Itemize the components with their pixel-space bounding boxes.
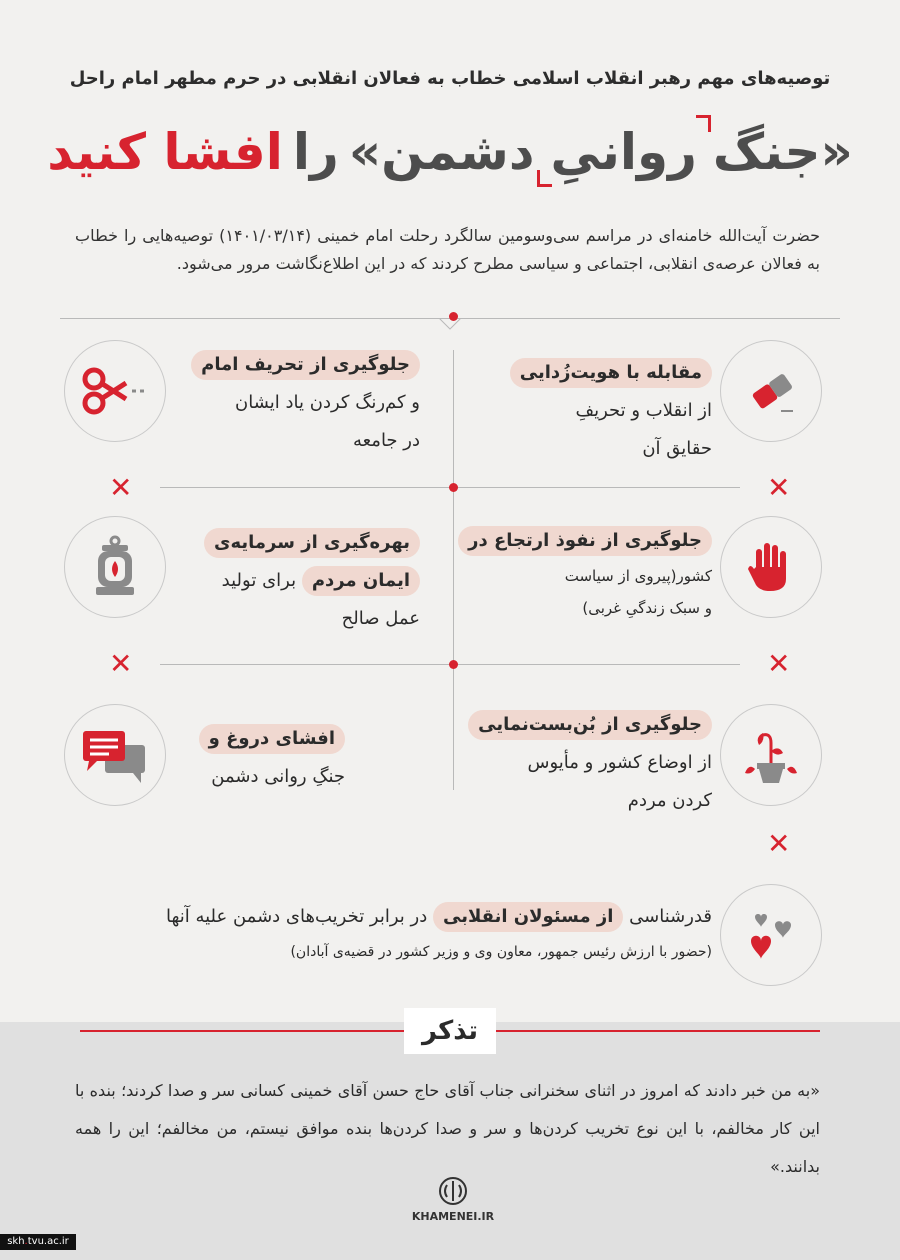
title-part-2: روانیِ xyxy=(545,127,703,177)
watermark: skh.tvu.ac.ir xyxy=(0,1234,76,1250)
item-line: کردن مردم xyxy=(627,790,712,811)
wilted-plant-icon xyxy=(720,704,822,806)
reminder-quote: «به من خبر دادند که امروز در اثنای سخنرانی جناب آقای حاج حسن آقای خمینی کسانی سر و صدا کردند؛ بنده با این کار مخالفم، با این نوع تخریب کردن‌ها و سر و صدا کردن‌ها بنده موافق نیستم، من مخالفم؛ این را همه بدانند.» xyxy=(75,1081,820,1176)
bottom-item-note: (حضور با ارزش رئیس جمهور، معاون وی و وزیر کشور در قضیه‌ی آبادان) xyxy=(290,944,712,960)
x-mark-icon: ✕ xyxy=(767,471,791,504)
footer-site: KHAMENEI.IR xyxy=(411,1210,495,1223)
item-highlight: بهره‌گیری از سرمایه‌ی xyxy=(204,528,420,558)
divider-dot xyxy=(449,312,458,321)
title-part-3: دشمن» xyxy=(348,123,535,181)
bottom-item-part2: در برابر تخریب‌های دشمن علیه آنها xyxy=(165,906,428,927)
item-highlight: جلوگیری از نفوذ ارتجاع در xyxy=(458,526,712,556)
item-line: از انقلاب و تحریفِ xyxy=(575,400,712,421)
item-highlight: مقابله با هویت‌زُدایی xyxy=(510,358,712,388)
item-scissors-text xyxy=(150,346,420,460)
bottom-item-part1: قدرشناسی xyxy=(629,906,712,927)
item-line: حقایق آن xyxy=(642,438,712,459)
item-highlight: جلوگیری از بُن‌بست‌نمایی xyxy=(468,710,712,740)
item-line: از اوضاع کشور و مأیوس xyxy=(527,752,712,773)
item-highlight: جلوگیری از تحریف امام xyxy=(191,350,420,380)
eraser-icon xyxy=(720,340,822,442)
item-line: برای تولید xyxy=(221,570,297,591)
watermark-right: tvu.ac.ir xyxy=(27,1236,69,1247)
reminder-title: تذکر xyxy=(404,1008,496,1054)
item-line: کشور(پیروی از سیاست xyxy=(564,567,712,585)
item-line: و کم‌رنگ کردن یاد ایشان xyxy=(235,392,420,413)
stop-hand-icon xyxy=(720,516,822,618)
item-lantern-text xyxy=(150,524,420,638)
footer-logo xyxy=(408,1176,498,1223)
bottom-item-highlight: از مسئولان انقلابی xyxy=(433,902,623,932)
item-line: جنگِ روانی دشمن xyxy=(211,766,345,787)
bottom-item-text xyxy=(92,898,712,968)
x-mark-icon: ✕ xyxy=(109,647,133,680)
title-part-1: «جنگ xyxy=(712,123,853,181)
item-line: و سبک زندگیِ غربی) xyxy=(582,599,712,617)
item-line: در جامعه xyxy=(352,430,420,451)
item-line: عمل صالح xyxy=(341,608,420,629)
title-part-4: را xyxy=(292,123,339,181)
supertitle: توصیه‌های مهم رهبر انقلاب اسلامی خطاب به فعالان انقلابی در حرم مطهر امام راحل xyxy=(69,68,831,89)
item-chat-text xyxy=(145,720,345,796)
x-mark-icon: ✕ xyxy=(767,647,791,680)
emblem-icon xyxy=(433,1176,473,1206)
title-part-5: افشا کنید xyxy=(47,123,283,181)
x-mark-icon: ✕ xyxy=(109,471,133,504)
intro-paragraph: حضرت آیت‌الله خامنه‌ای در مراسم سی‌وسومین سالگرد رحلت امام خمینی (۱۴۰۱/۰۳/۱۴) توصیه‌هایی را خطاب به فعالان عرصه‌ی انقلابی، اجتماعی و سیاسی مطرح کردند که در این اطلاع‌نگاشت مرور می‌شود. xyxy=(75,226,820,273)
row-dot xyxy=(449,483,458,492)
hearts-icon xyxy=(720,884,822,986)
item-eraser-text xyxy=(462,354,712,468)
x-mark-icon: ✕ xyxy=(767,827,791,860)
item-plant-text xyxy=(442,706,712,820)
page-title xyxy=(0,112,900,192)
item-stop-hand-text xyxy=(442,522,712,624)
item-highlight: افشای دروغ و xyxy=(199,724,345,754)
watermark-left: skh xyxy=(7,1236,25,1247)
item-highlight-2: ایمان مردم xyxy=(302,566,420,596)
row-dot xyxy=(449,660,458,669)
